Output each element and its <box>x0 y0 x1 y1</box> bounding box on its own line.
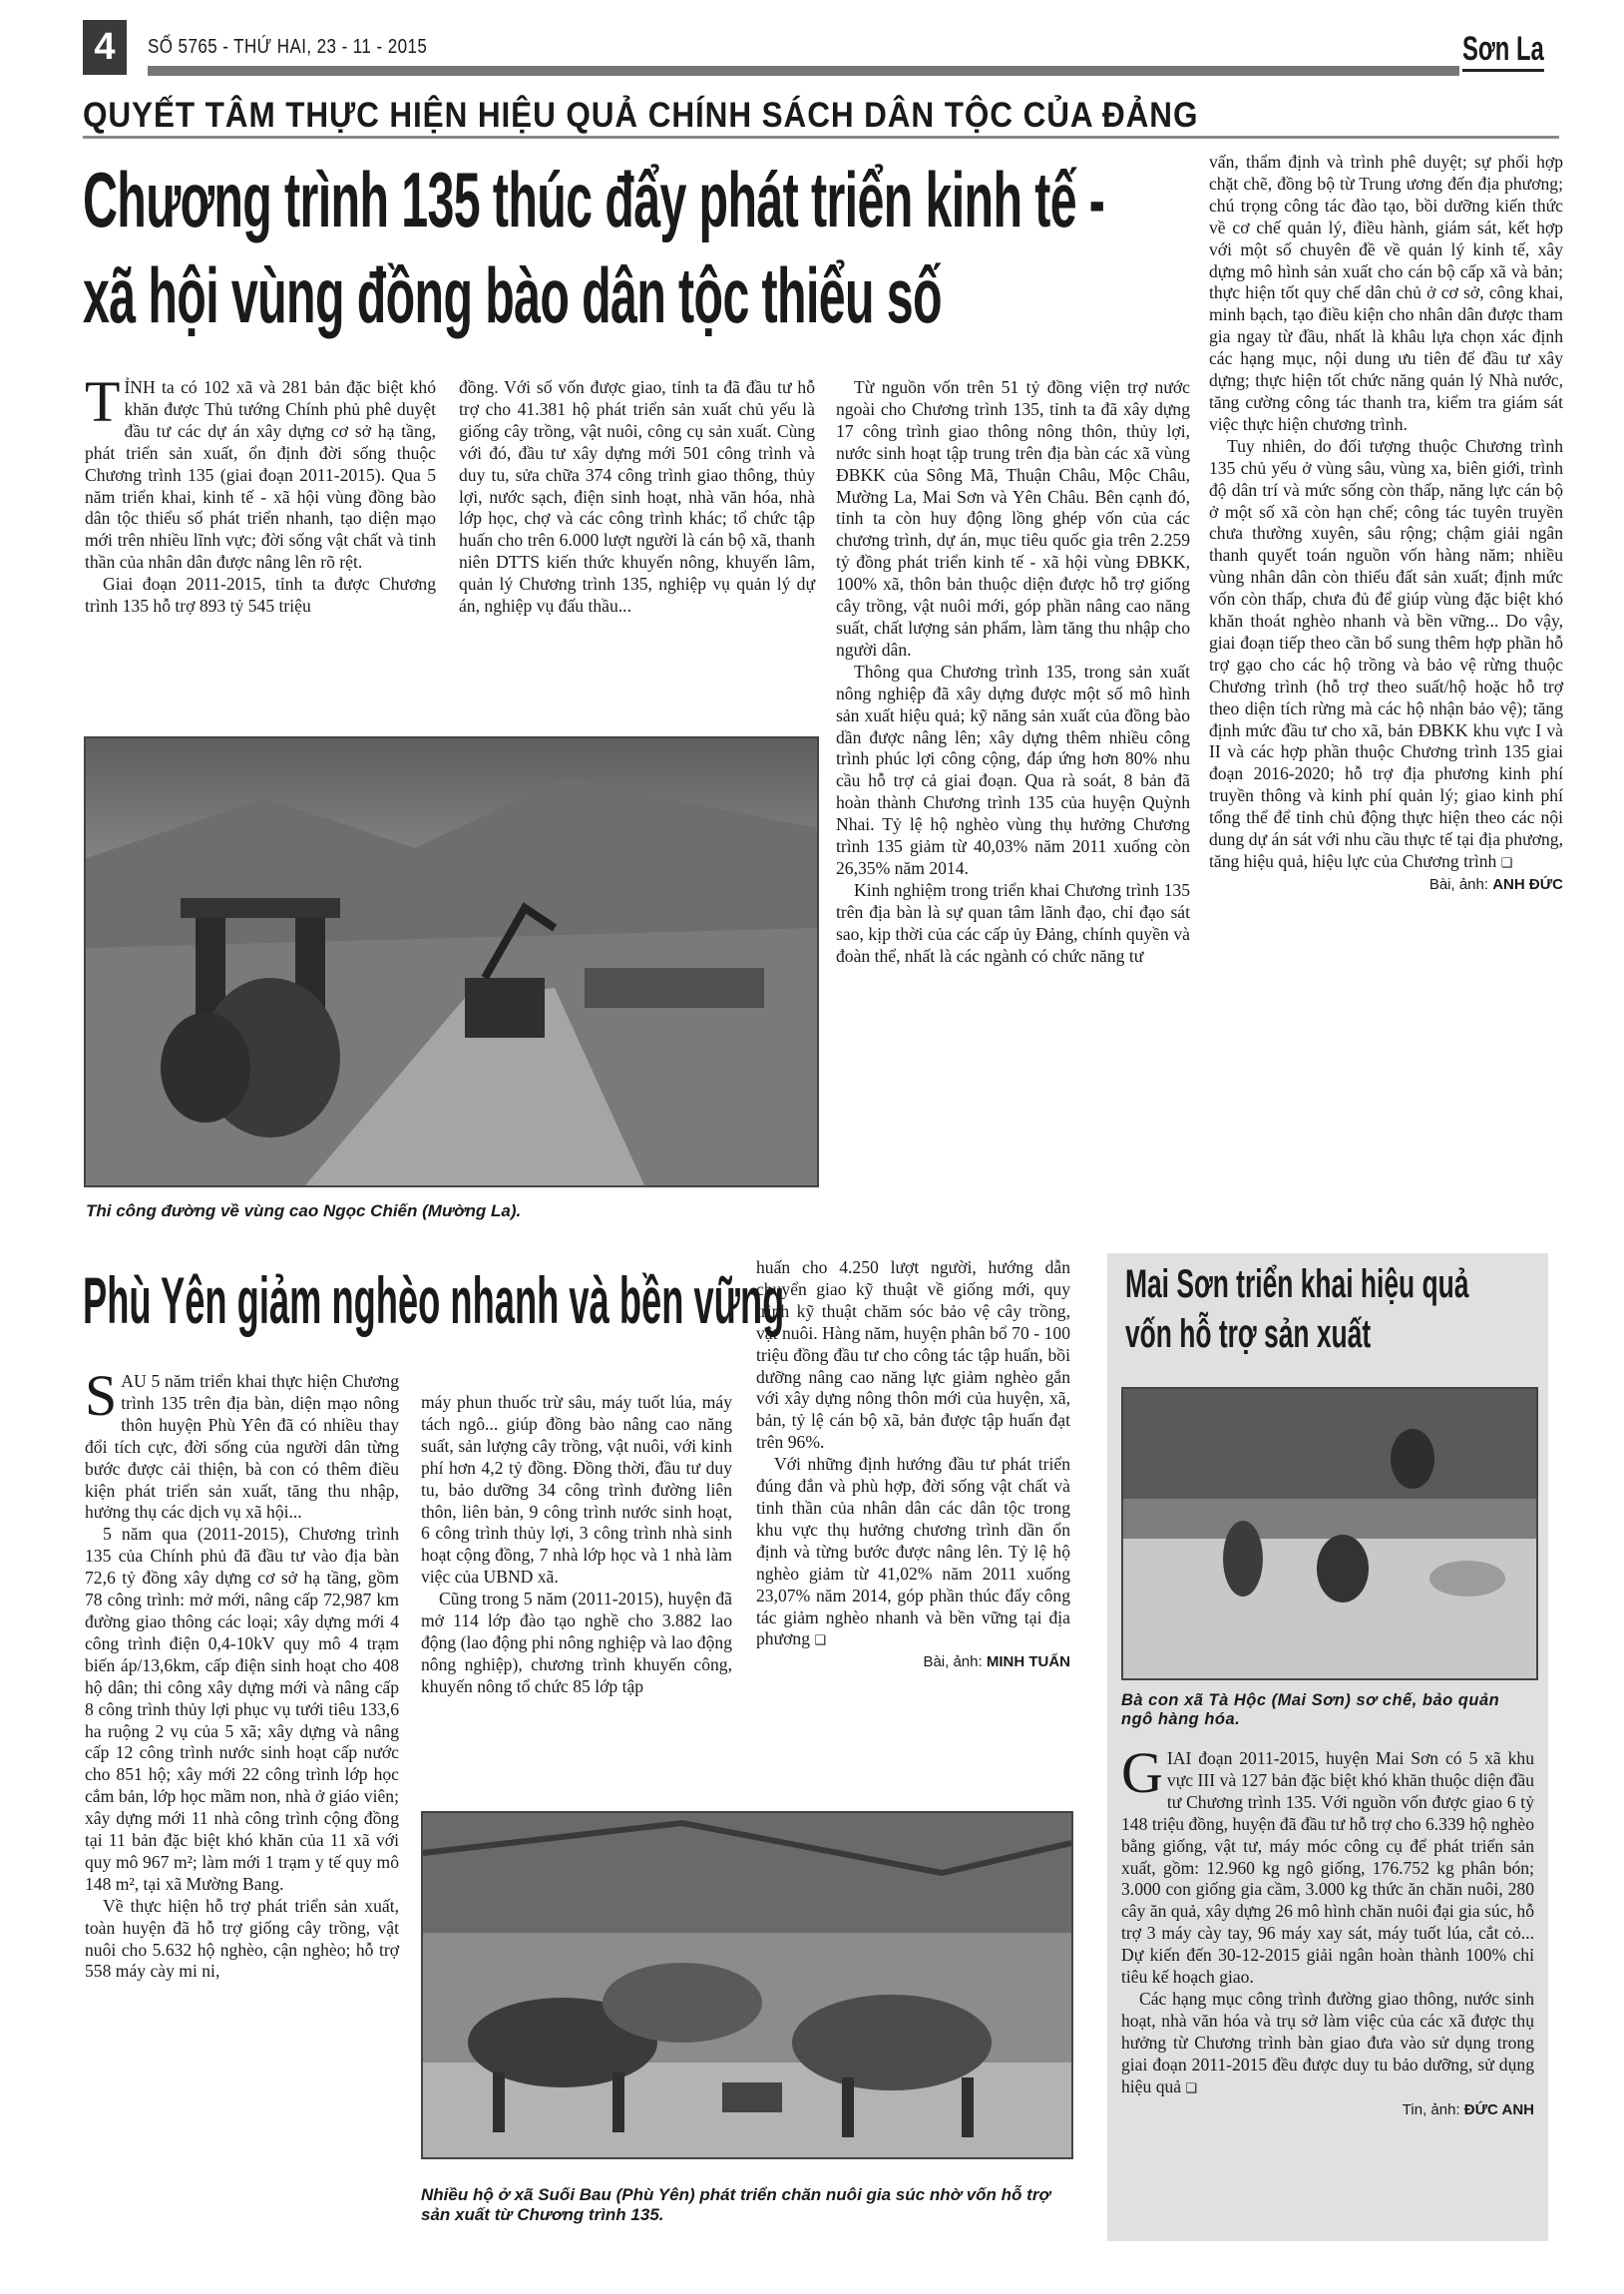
article1-headline <box>83 152 1104 343</box>
dropcap: G <box>1121 1740 1163 1805</box>
issue-info: SỐ 5765 - THỨ HAI, 23 - 11 - 2015 <box>148 36 428 58</box>
road-construction-image <box>86 738 817 1185</box>
byline-author: ĐỨC ANH <box>1463 2100 1534 2118</box>
paragraph: Về thực hiện hỗ trợ phát triển sản xuất, toàn huyện đã hỗ trợ giống cây trồng, vật nuôi cho 5.632 hộ nghèo, cận nghèo; hỗ trợ 558 máy cày mi ni, <box>85 1895 399 1982</box>
article2-col2 <box>421 1392 732 1698</box>
article3-photo <box>1121 1387 1538 1680</box>
article2-col1 <box>85 1363 399 1983</box>
byline-prefix: Tin, ảnh: <box>1402 2100 1460 2118</box>
article1-col2 <box>459 377 815 618</box>
paragraph <box>1121 1989 1534 2099</box>
paragraph: Từ nguồn vốn trên 51 tỷ đồng viện trợ nước ngoài cho Chương trình 135, tỉnh ta đã xây dựng 17 công trình giao thông nông thôn, thủy lợi, nước sinh hoạt tập trung trên địa bàn các xã vùng ĐBKK của Sông Mã, Thuận Châu, Mộc Châu, Mường La, Mai Sơn và Yên Châu. Bên cạnh đó, tỉnh ta còn huy động lồng ghép vốn của các chương trình, dự án, mục tiêu quốc gia trên 2.259 tỷ đồng phát triển kinh tế - xã hội vùng ĐBKK, 100% xã, thôn bản thuộc diện được hỗ trợ giống cây trồng, vật nuôi mới, góp phần nâng cao năng suất, chất lượng sản phẩm, làm tăng thu nhập cho người dân. <box>836 377 1190 660</box>
section-kicker: QUYẾT TÂM THỰC HIỆN HIỆU QUẢ CHÍNH SÁCH DÂN TỘC CỦA ĐẢNG <box>83 96 1199 135</box>
article3-body <box>1121 1740 1534 2120</box>
article1-photo-caption: Thi công đường về vùng cao Ngọc Chiến (Mường La). <box>86 1201 522 1220</box>
article1-headline-line2: xã hội vùng đồng bào dân tộc thiểu số <box>83 251 942 339</box>
dropcap: S <box>85 1363 118 1428</box>
article1-col3 <box>836 377 1190 967</box>
article1-photo <box>84 736 819 1187</box>
article1-col1 <box>85 369 436 618</box>
end-mark-icon: ❑ <box>1185 2079 1198 2095</box>
article2-photo-caption: Nhiều hộ ở xã Suối Bau (Phù Yên) phát triển chăn nuôi gia súc nhờ vốn hỗ trợ sản xuất từ Chương trình 135. <box>421 2185 1050 2224</box>
paragraph <box>1209 435 1563 893</box>
article3-headline-line1: Mai Sơn triển khai hiệu quả <box>1125 1262 1469 1306</box>
paragraph-text: AU 5 năm triển khai thực hiện Chương trình 135 trên địa bàn, diện mạo nông thôn huyện Phù Yên đã có nhiều thay đổi tích cực, đời sống của người dân từng bước được cải thiện, bà con có thêm điều kiện phát triển sản xuất, tăng thu nhập, hưởng thụ các dịch vụ xã hội... <box>85 1371 399 1523</box>
corn-processing-image <box>1123 1389 1536 1678</box>
paragraph <box>85 369 436 574</box>
paragraph <box>1121 1740 1534 1989</box>
paragraph: đồng. Với số vốn được giao, tỉnh ta đã đầu tư hỗ trợ cho 41.381 hộ phát triển sản xuất chủ yếu là giống cây trồng, vật nuôi, công cụ sản xuất. Cùng với đó, đầu tư xây dựng mới 501 công trình và duy tu, sửa chữa 374 công trình giao thông, thủy lợi, nước sạch, điện sinh hoạt, nhà văn hóa, nhà lớp học, chợ và các công trình khác; tổ chức tập huấn cho trên 6.000 lượt người là cán bộ xã, thanh niên DTTS kiến thức khuyến nông, khuyến lâm, quản lý Chương trình 135, nghiệp vụ quản lý dự án, nghiệp vụ đấu thầu... <box>459 377 815 617</box>
paragraph <box>85 1363 399 1524</box>
article1-col4 <box>1209 152 1563 896</box>
paragraph: máy phun thuốc trừ sâu, máy tuốt lúa, máy tách ngô... giúp đồng bào nâng cao năng suất, sản lượng cây trồng, vật nuôi, với kinh phí hơn 4,2 tỷ đồng. Đồng thời, đầu tư duy tu, bảo dưỡng 34 công trình đường liên thôn, liên bản, 9 công trình nước sinh hoạt, 6 công trình thủy lợi, 3 công trình nhà sinh hoạt cộng đồng, 7 nhà lớp học và 1 nhà làm việc của UBND xã. <box>421 1392 732 1588</box>
paragraph-text: Các hạng mục công trình đường giao thông, nước sinh hoạt, nhà văn hóa và trụ sở làm việc của các xã được thụ hưởng từ Chương trình bàn giao đưa vào sử dụng trong giai đoạn 2011-2015 đều được duy tu bảo dưỡng, sử dụng hiệu quả <box>1121 1988 1534 2096</box>
article2-byline <box>756 1651 1070 1673</box>
paragraph-text: Tuy nhiên, do đối tượng thuộc Chương trình 135 chủ yếu ở vùng sâu, vùng xa, biên giới, trình độ dân trí và mức sống còn thấp, năng lực cán bộ ở một số xã còn hạn chế; công tác tuyên truyền chưa thường xuyên, sâu rộng; chậm giải ngân thanh quyết toán nguồn vốn hàng năm; nhiều vùng nhân dân còn thiếu đất sản xuất; định mức vốn còn thấp, chưa đủ để giúp vùng đặc biệt khó khăn thoát nghèo nhanh và bền vững... Do vậy, giai đoạn tiếp theo cần bổ sung thêm hợp phần hỗ trợ gạo cho các hộ trồng và bảo vệ rừng thuộc Chương trình (hỗ trợ theo suất/hộ hoặc hỗ trợ theo diện tích rừng mà các hộ nhận bảo vệ); tăng định mức đầu tư cho xã, bản ĐBKK khu vực I và II và các hợp phần thuộc Chương trình 135 giai đoạn 2016-2020; hỗ trợ địa phương kinh phí truyền thông và kinh phí quản lý; giao kinh phí tổng thể để tỉnh chủ động thực hiện theo các nội dung dự án sát với nhu cầu thực tế tại địa phương, tăng hiệu quả, hiệu lực của Chương trình <box>1209 435 1563 871</box>
paragraph <box>756 1454 1070 1651</box>
dropcap: T <box>85 369 121 434</box>
byline-prefix: Bài, ảnh: <box>923 1653 983 1671</box>
end-mark-icon: ❑ <box>1500 855 1513 870</box>
paragraph: 5 năm qua (2011-2015), Chương trình 135 của Chính phủ đã đầu tư vào địa bàn 72,6 tỷ đồng xây dựng cơ sở hạ tầng, gồm 78 công trình: mở mới, nâng cấp 72,987 km đường giao thông các loại; xây dựng mới 4 công trình điện 0,4-10kV quy mô 4 trạm biến áp/13,6km, cấp điện sinh hoạt cho 408 hộ dân; thi công xây dựng mới và nâng cấp 8 công trình thủy lợi phục vụ tưới tiêu 133,6 ha ruộng 2 vụ của 5 xã; xây dựng và nâng cấp 12 công trình nước sinh hoạt cấp nước cho 851 hộ; xây mới 22 công trình lớp học cắm bản, lớp học mầm non, nhà ở giáo viên; xây dựng mới 11 nhà công trình cộng đồng tại 11 bản đặc biệt khó khăn của 11 xã với quy mô 967 m²; làm mới 1 trạm y tế quy mô 148 m², tại xã Mường Bang. <box>85 1524 399 1894</box>
paragraph: Kinh nghiệm trong triển khai Chương trình 135 trên địa bàn là sự quan tâm lãnh đạo, chỉ đạo sát sao, kịp thời của các cấp ủy Đảng, chính quyền và đoàn thể, nhất là các ngành có chức năng tư <box>836 879 1190 966</box>
paragraph-text: Với những định hướng đầu tư phát triển đúng đắn và phù hợp, đời sống vật chất và tinh thần của nhân dân các dân tộc trong khu vực thụ hưởng chương trình dần ổn định và từng bước được nâng lên. Tỷ lệ hộ nghèo giảm từ 41,02% năm 2011 xuống 23,07% năm 2014, góp phần thúc đẩy công tác giảm nghèo nhanh và bền vững tại địa phương <box>756 1454 1070 1649</box>
article2-headline: Phù Yên giảm nghèo nhanh và bền vững <box>83 1263 785 1337</box>
paragraph-text: ỈNH ta có 102 xã và 281 bản đặc biệt khó khăn được Thủ tướng Chính phủ phê duyệt đầu tư các dự án xây dựng cơ sở hạ tầng, phát triển sản xuất, ổn định đời sống thuộc Chương trình 135 (giai đoạn 2011-2015). Qua 5 năm triển khai, kinh tế - xã hội vùng đồng bào dân tộc thiểu số phát triển nhanh, tạo diện mạo mới trên nhiều lĩnh vực; đời sống vật chất và tinh thần của nhân dân được nâng lên rõ rệt. <box>85 377 436 573</box>
article1-headline-line1: Chương trình 135 thúc đẩy phát triển kinh tế - <box>83 156 1105 243</box>
article2-col3 <box>756 1257 1070 1673</box>
article2-photo <box>421 1811 1073 2159</box>
article1-byline <box>1412 874 1563 896</box>
byline-prefix: Bài, ảnh: <box>1428 875 1489 893</box>
end-mark-icon: ❑ <box>814 1632 827 1648</box>
page-number: 4 <box>83 20 127 75</box>
paragraph: Cũng trong 5 năm (2011-2015), huyện đã mở 114 lớp đào tạo nghề cho 3.882 lao động (lao động phi nông nghiệp và lao động nông nghiệp), chương trình khuyến công, khuyến nông tổ chức 85 lớp tập <box>421 1589 732 1696</box>
cattle-image <box>423 1813 1071 2157</box>
byline-author: ANH ĐỨC <box>1492 875 1563 893</box>
article3-photo-caption: Bà con xã Tà Hộc (Mai Sơn) sơ chế, bảo quản ngô hàng hóa. <box>1121 1691 1500 1728</box>
article3-headline <box>1125 1259 1468 1359</box>
paragraph: huấn cho 4.250 lượt người, hướng dẫn chuyển giao kỹ thuật về giống mới, quy trình kỹ thuật chăm sóc bảo vệ cây trồng, vật nuôi. Hàng năm, huyện phân bổ 70 - 100 triệu đồng đầu tư cho công tác tập huấn, bồi dưỡng nâng cao năng lực giảm nghèo gắn với xây dựng nông thôn mới của huyện, xã, bản, tỷ lệ cán bộ xã, bản được tập huấn đạt trên 96%. <box>756 1257 1070 1453</box>
paragraph-text: IAI đoạn 2011-2015, huyện Mai Sơn có 5 xã khu vực III và 127 bản đặc biệt khó khăn thuộc diện đầu tư Chương trình 135. Với nguồn vốn được giao 6 tỷ 148 triệu đồng, huyện đã đầu tư hỗ trợ cho 6.339 hộ nghèo bằng giống, vật tư, máy móc công cụ để phát triển sản xuất, gồm: 12.960 kg ngô giống, 176.752 kg phân bón; 3.000 con giống gia cầm, 3.000 kg thức ăn chăn nuôi, 280 cây ăn quả, xây dựng 26 mô hình chăn nuôi đại gia súc, hỗ trợ 3 máy cày tay, 96 máy xay sát, máy tuốt lúa, cắt cỏ... Dự kiến đến 30-12-2015 giải ngân hoàn thành 100% chỉ tiêu kế hoạch giao. <box>1121 1748 1534 1988</box>
article3-headline-line2: vốn hỗ trợ sản xuất <box>1125 1312 1372 1356</box>
section-brand: Sơn La <box>1462 30 1544 72</box>
kicker-divider <box>83 136 1559 139</box>
paragraph: Thông qua Chương trình 135, trong sản xuất nông nghiệp đã xây dựng được một số mô hình sản xuất hiệu quả; kỹ năng sản xuất của đồng bào dần được nâng lên; xây dựng thêm nhiều công trình phúc lợi công cộng, đáp ứng hơn 80% nhu cầu hỗ trợ cả giai đoạn. Qua rà soát, 8 bản đã hoàn thành Chương trình 135 của huyện Quỳnh Nhai. Tỷ lệ hộ nghèo vùng thụ hưởng Chương trình 135 giảm từ 40,03% năm 2011 xuống còn 26,35% năm 2014. <box>836 661 1190 878</box>
byline-author: MINH TUẤN <box>986 1653 1070 1671</box>
header-bar <box>148 66 1459 76</box>
paragraph: Giai đoạn 2011-2015, tỉnh ta được Chương trình 135 hỗ trợ 893 tỷ 545 triệu <box>85 574 436 617</box>
article3-byline <box>1121 2099 1534 2121</box>
paragraph: vấn, thẩm định và trình phê duyệt; sự phối hợp chặt chẽ, đồng bộ từ Trung ương đến địa phương; chú trọng công tác đào tạo, bồi dưỡng kiến thức về cơ chế quản lý, điều hành, giám sát, kết hợp với một số chuyên đề về quản lý kinh tế, xây dựng mô hình sản xuất cho cán bộ cấp xã và bản; thực hiện tốt quy chế dân chủ ở cơ sở, công khai, minh bạch, tạo điều kiện cho nhân dân được tham gia ngay từ đầu, nhất là khâu lựa chọn xác định các hạng mục, nội dung ưu tiên để đầu tư xây dựng; thực hiện tốt chức năng quản lý Nhà nước, tăng cường công tác thanh tra, kiểm tra giám sát việc thực hiện chương trình. <box>1209 152 1563 434</box>
